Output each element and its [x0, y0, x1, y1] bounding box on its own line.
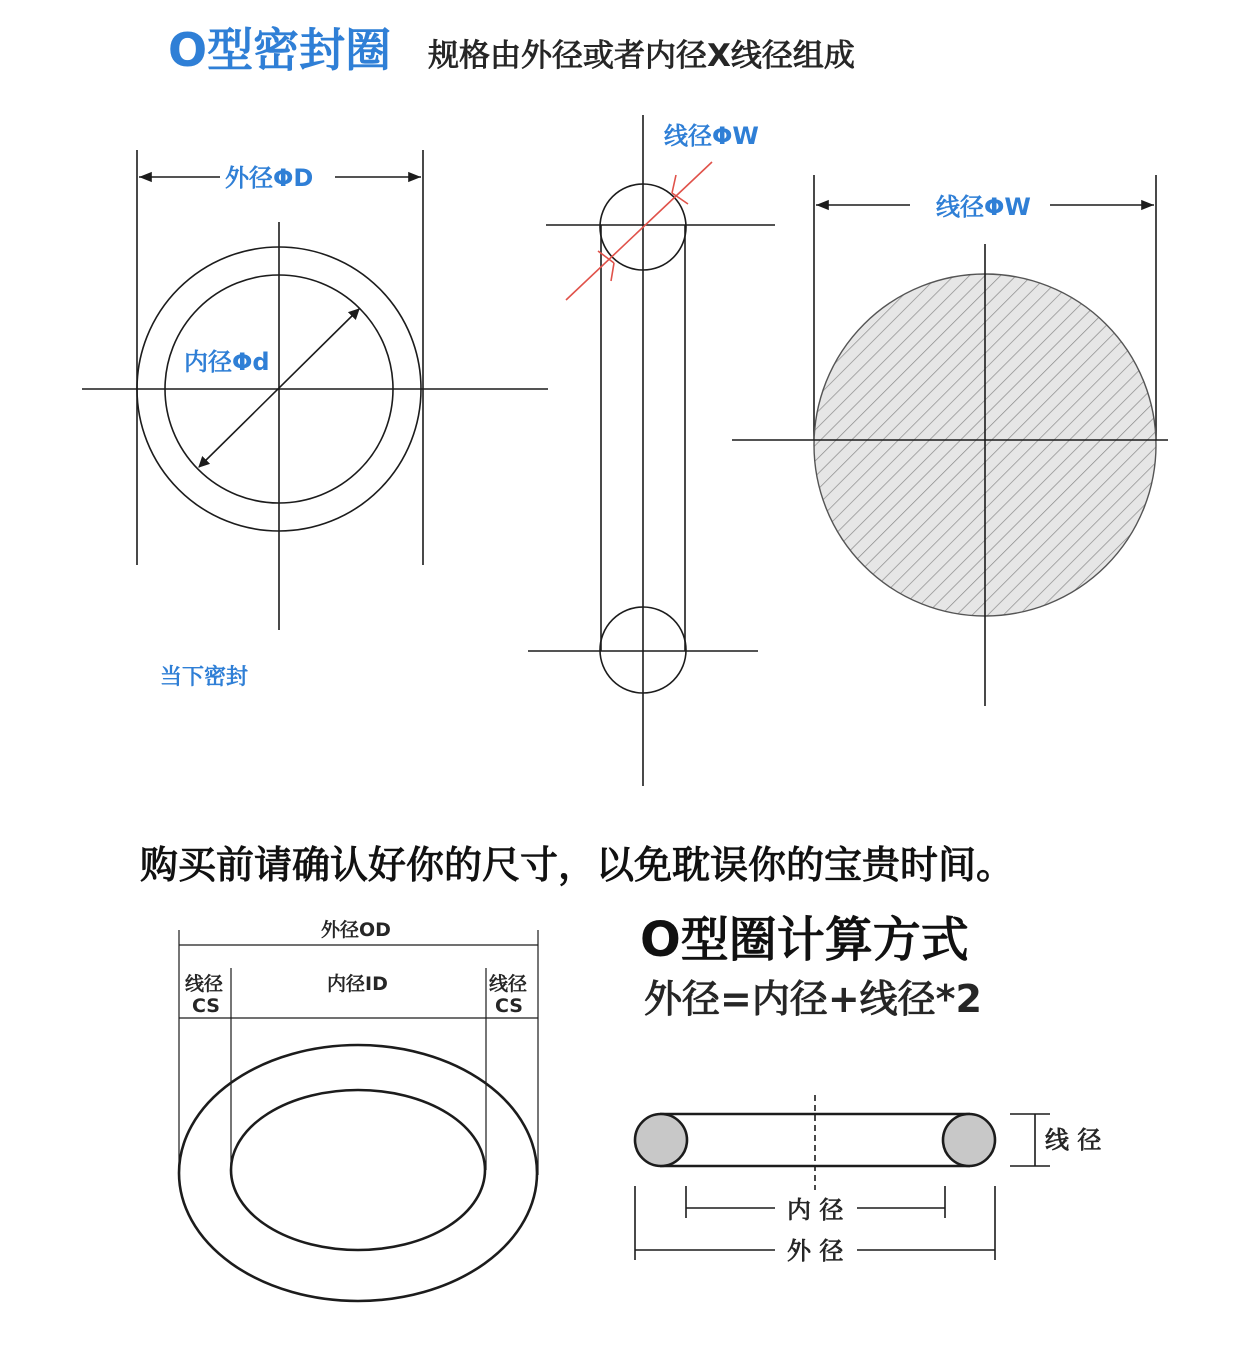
header	[168, 23, 855, 77]
section-left-circle	[635, 1114, 687, 1166]
cs-left-label-line2: CS	[192, 995, 220, 1017]
section-right-circle	[943, 1114, 995, 1166]
id-label: 内径ID	[327, 973, 388, 995]
section-wire-label: 线 径	[1045, 1126, 1102, 1154]
cs-wire-diameter-label: 线径ΦW	[936, 193, 1031, 221]
ellipse-ring-diagram	[179, 918, 538, 1301]
cs-right-label-line1: 线径	[489, 973, 528, 995]
formula-title: O型圈计算方式	[640, 912, 969, 968]
section-inner-label: 内 径	[787, 1196, 844, 1224]
wire-diameter-red-arrow-upper	[672, 175, 688, 204]
page-title: O型密封圈	[168, 23, 392, 77]
section-outer-label: 外 径	[787, 1237, 844, 1265]
cs-right-label-line2: CS	[495, 995, 523, 1017]
section-dimension-diagram	[635, 1095, 1101, 1265]
formula-block	[640, 912, 982, 1021]
watermark-text: 当下密封	[160, 665, 249, 690]
od-label: 外径OD	[321, 919, 391, 941]
side-wire-diameter-label: 线径ΦW	[664, 122, 759, 150]
size-notice: 购买前请确认好你的尺寸，以免耽误你的宝贵时间。	[140, 843, 1015, 887]
ring-inner-ellipse	[231, 1090, 485, 1250]
wire-bracket	[1010, 1114, 1050, 1166]
inner-diameter-label: 内径Φd	[184, 348, 270, 376]
page-subtitle: 规格由外径或者内径X线径组成	[428, 38, 855, 74]
formula-expression: 外径=内径+线径*2	[644, 977, 982, 1021]
wire-diameter-red-line	[566, 162, 712, 300]
side-view-diagram	[528, 115, 775, 786]
cross-section-diagram	[732, 175, 1168, 706]
outer-diameter-label: 外径ΦD	[225, 164, 314, 192]
ring-outer-ellipse	[179, 1045, 537, 1301]
front-view-diagram	[82, 150, 548, 690]
cs-left-label-line1: 线径	[185, 973, 224, 995]
